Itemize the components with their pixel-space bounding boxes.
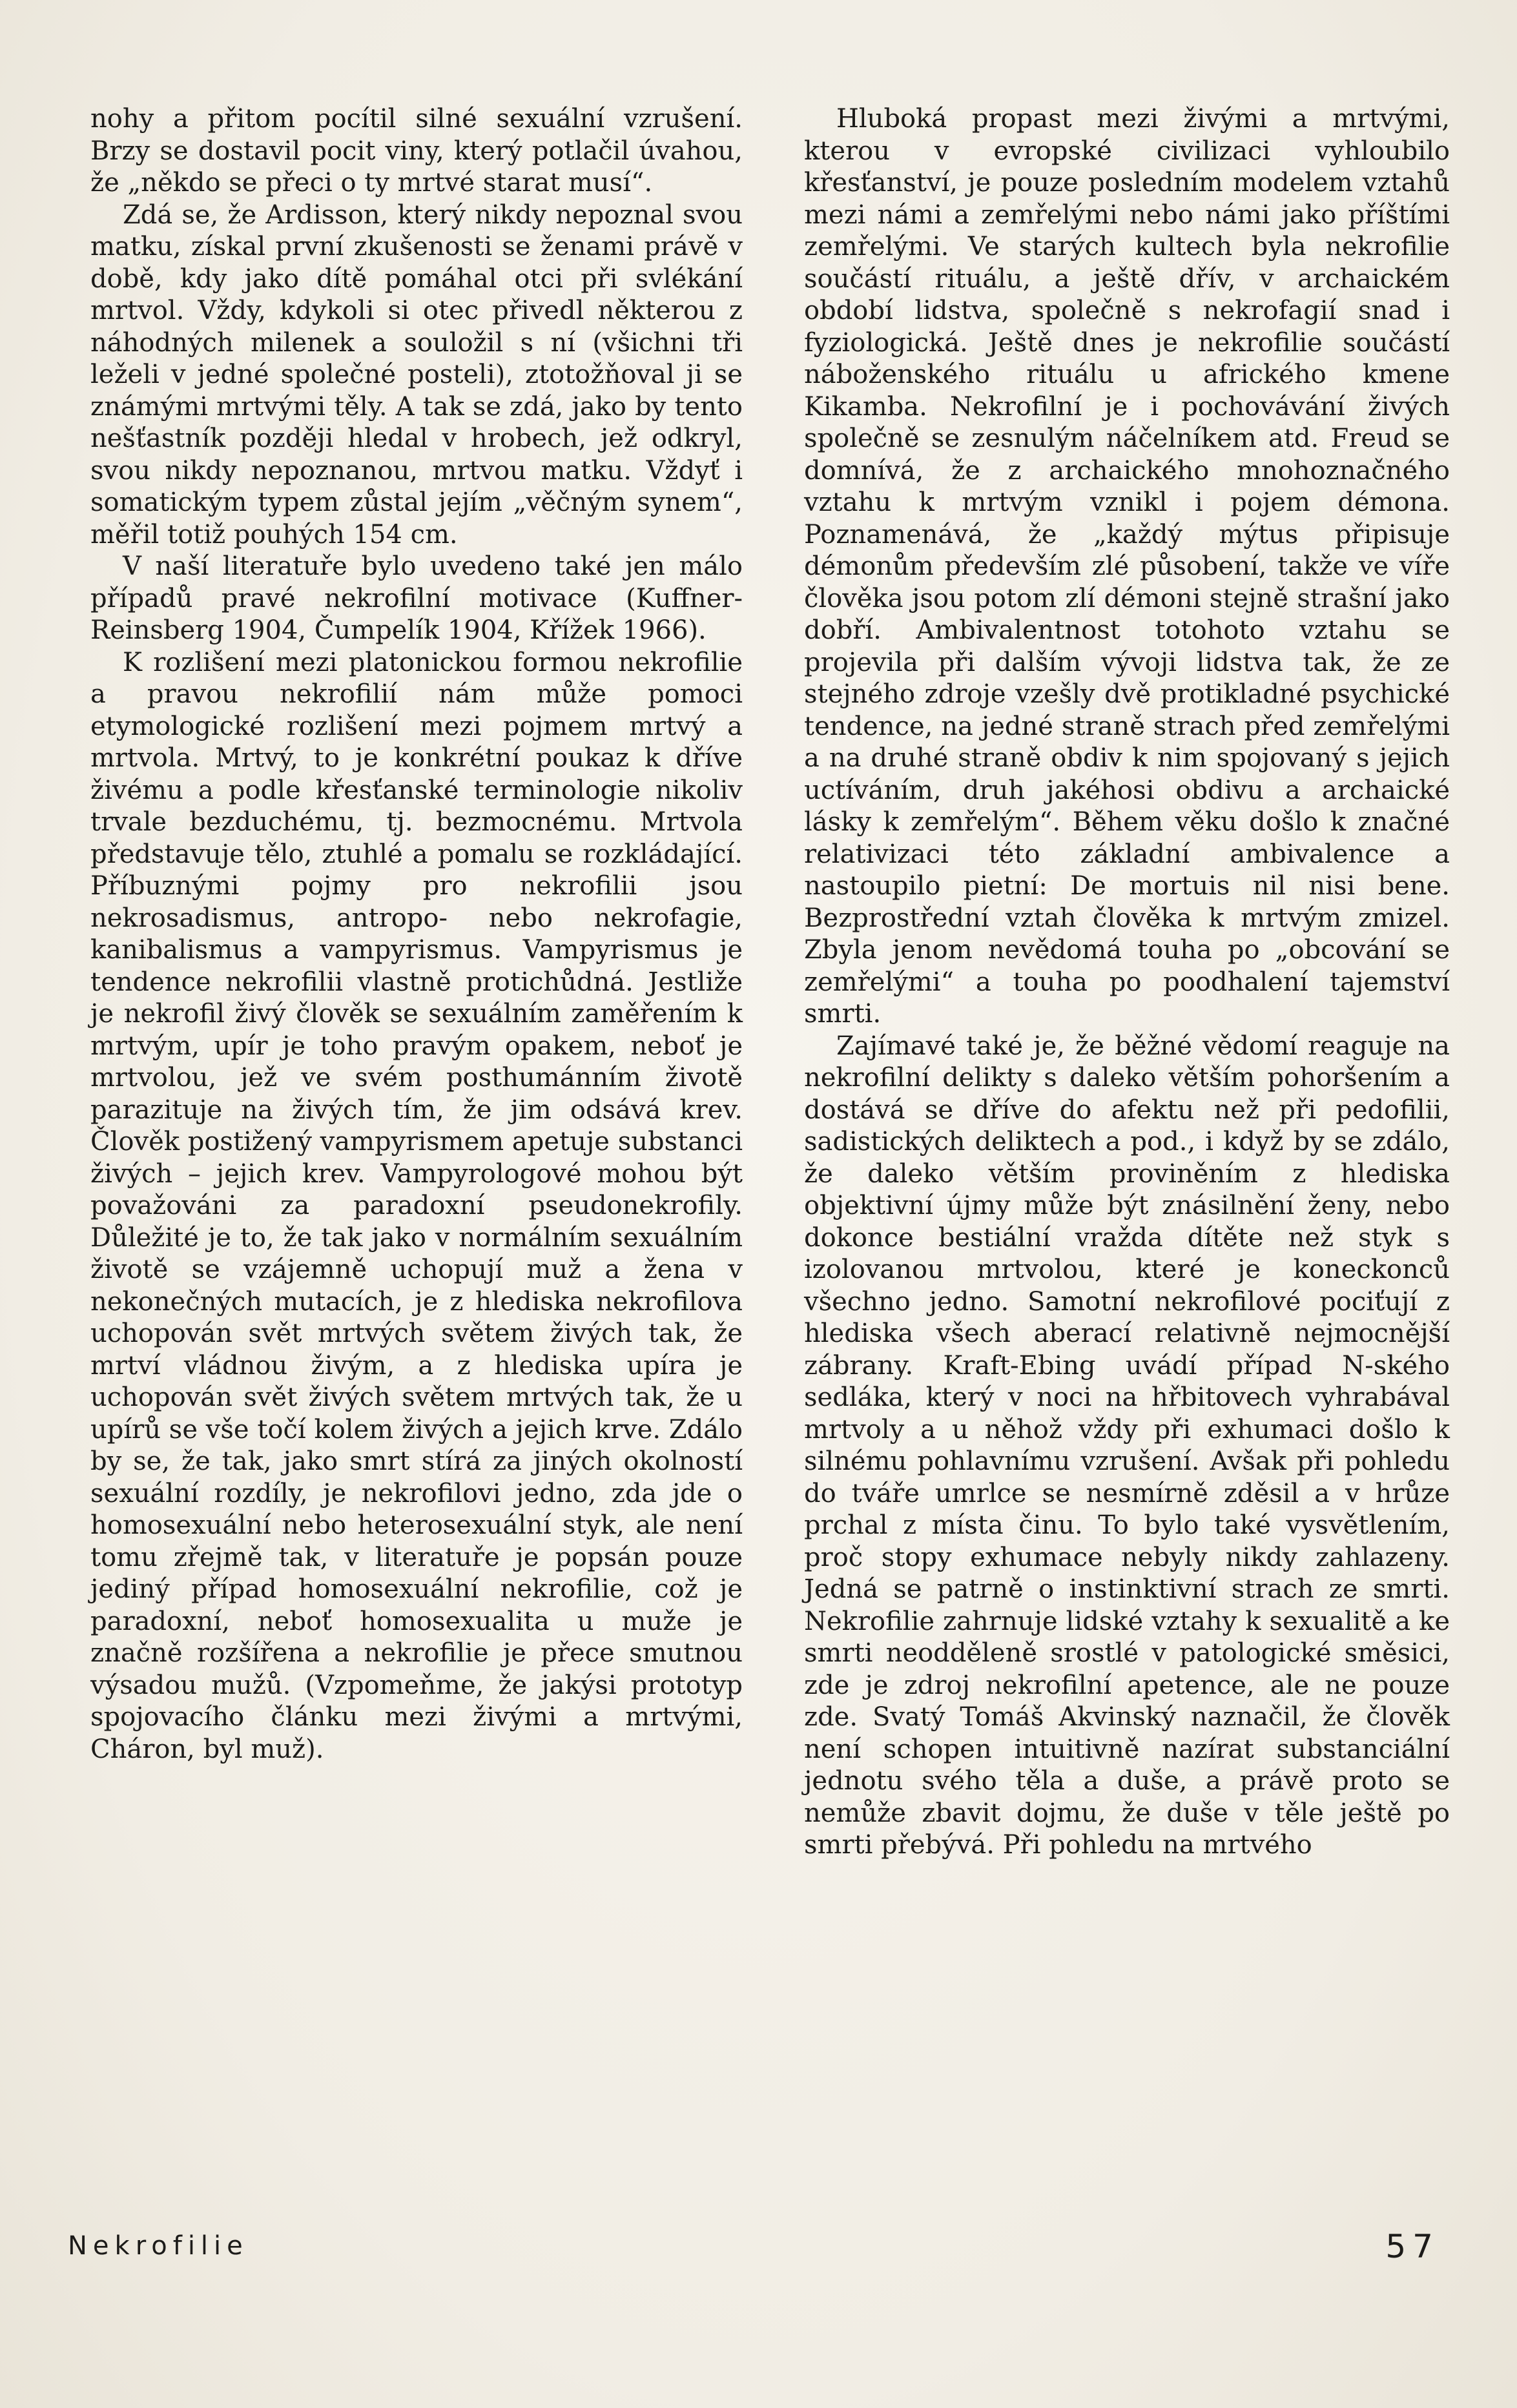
running-title: Nekrofilie bbox=[68, 2231, 249, 2261]
page-number: 57 bbox=[1385, 2228, 1440, 2265]
left-column bbox=[90, 103, 743, 1765]
paragraph: Zdá se, že Ardisson, který nikdy nepoznal svou matku, získal první zkušenosti se ženami právě v době, kdy jako dítě pomáhal otci při svlékání mrtvol. Vždy, kdykoli si otec přivedl některou z náhodných milenek a souložil s ní (všichni tři leželi v jedné společné posteli), ztotožňoval ji se známými mrtvými těly. A tak se zdá, jako by tento nešťastník později hledal v hrobech, jež odkryl, svou nikdy nepoznanou, mrtvou matku. Vždyť i somatickým typem zůstal jejím „věčným synem“, měřil totiž pouhých 154 cm. bbox=[90, 200, 743, 550]
paragraph: Hluboká propast mezi živými a mrtvými, kterou v evropské civilizaci vyhloubilo křesťanství, je pouze posledním modelem vztahů mezi námi a zemřelými nebo námi jako příštími zemřelými. Ve starých kultech byla nekrofilie součástí rituálu, a ještě dřív, v archaickém období lidstva, společně s nekrofagií snad i fyziologická. Ještě dnes je nekrofilie součástí náboženského rituálu u afrického kmene Kikamba. Nekrofilní je i pochovávání živých společně se zesnulým náčelníkem atd. Freud se domnívá, že z archaického mnohoznačného vztahu k mrtvým vznikl i pojem démona. Poznamenává, že „každý mýtus připisuje démonům především zlé působení, takže ve víře člověka jsou potom zlí démoni stejně strašní jako dobří. Ambivalentnost totohoto vztahu se projevila při dalším vývoji lidstva tak, že ze stejného zdroje vzešly dvě protikladné psychické tendence, na jedné straně strach před zemřelými a na druhé straně obdiv k nim spojovaný s jejich uctíváním, druh jakéhosi obdivu a archaické lásky k zemřelým“. Během věku došlo k značné relativizaci této základní ambivalence a nastoupilo pietní: De mortuis nil nisi bene. Bezprostřední vztah člověka k mrtvým zmizel. Zbyla jenom nevědomá touha po „obcování se zemřelými“ a touha po poodhalení tajemství smrti. bbox=[804, 104, 1450, 1029]
paragraph: V naší literatuře bylo uvedeno také jen málo případů pravé nekrofilní motivace (Kuffner-Reinsberg 1904, Čumpelík 1904, Křížek 1966). bbox=[90, 551, 743, 645]
paragraph: Zajímavé také je, že běžné vědomí reaguje na nekrofilní delikty s daleko větším pohoršením a dostává se dříve do afektu než při pedofilii, sadistických deliktech a pod., i když by se zdálo, že daleko větším proviněním z hlediska objektivní újmy může být znásilnění ženy, nebo dokonce bestiální vražda dítěte než styk s izolovanou mrtvolou, které je koneckonců všechno jedno. Samotní nekrofilové pociťují z hlediska všech aberací relativně nejmocnější zábrany. Kraft-Ebing uvádí případ N-ského sedláka, který v noci na hřbitovech vyhrabával mrtvoly a u něhož vždy při exhumaci došlo k silnému pohlavnímu vzrušení. Avšak při pohledu do tváře umrlce se nesmírně zděsil a v hrůze prchal z místa činu. To bylo také vysvětlením, proč stopy exhumace nebyly nikdy zahlazeny. Jedná se patrně o instinktivní strach ze smrti. Nekrofilie zahrnuje lidské vztahy k sexualitě a ke smrti neodděleně srostlé v patologické směsici, zde je zdroj nekrofilní apetence, ale ne pouze zde. Svatý Tomáš Akvinský naznačil, že člověk není schopen intuitivně nazírat substanciální jednotu svého těla a duše, a právě proto se nemůže zbavit dojmu, že duše v těle ještě po smrti přebývá. Při pohledu na mrtvého bbox=[804, 1031, 1450, 1860]
paragraph: K rozlišení mezi platonickou formou nekrofilie a pravou nekrofilií nám může pomoci etymologické rozlišení mezi pojmem mrtvý a mrtvola. Mrtvý, to je konkrétní poukaz k dříve živému a podle křesťanské terminologie nikoliv trvale bezduchému, tj. bezmocnému. Mrtvola představuje tělo, ztuhlé a pomalu se rozkládající. Příbuznými pojmy pro nekrofilii jsou nekrosadismus, antropo- nebo nekrofagie, kanibalismus a vampyrismus. Vampyrismus je tendence nekrofilii vlastně protichůdná. Jestliže je nekrofil živý člověk se sexuálním zaměřením k mrtvým, upír je toho pravým opakem, neboť je mrtvolou, jež ve svém posthumánním životě parazituje na živých tím, že jim odsává krev. Člověk postižený vampyrismem apetuje substanci živých – jejich krev. Vampyrologové mohou být považováni za paradoxní pseudonekrofily. Důležité je to, že tak jako v normálním sexuálním životě se vzájemně uchopují muž a žena v nekonečných mutacích, je z hlediska nekrofilova uchopován svět mrtvých světem živých tak, že mrtví vládnou živým, a z hlediska upíra je uchopován svět živých světem mrtvých tak, že u upírů se vše točí kolem živých a jejich krve. Zdálo by se, že tak, jako smrt stírá za jiných okolností sexuální rozdíly, je nekrofilovi jedno, zda jde o homosexuální nebo heterosexuální styk, ale není tomu zřejmě tak, v literatuře je popsán pouze jediný případ homosexuální nekrofilie, což je paradoxní, neboť homosexualita u muže je značně rozšířena a nekrofilie je přece smutnou výsadou mužů. (Vzpomeňme, že jakýsi prototyp spojovacího článku mezi živými a mrtvými, Cháron, byl muž). bbox=[90, 647, 743, 1764]
paragraph: nohy a přitom pocítil silné sexuální vzrušení. Brzy se dostavil pocit viny, který potlačil úvahou, že „někdo se přeci o ty mrtvé starat musí“. bbox=[90, 104, 743, 198]
right-column bbox=[804, 103, 1450, 1862]
